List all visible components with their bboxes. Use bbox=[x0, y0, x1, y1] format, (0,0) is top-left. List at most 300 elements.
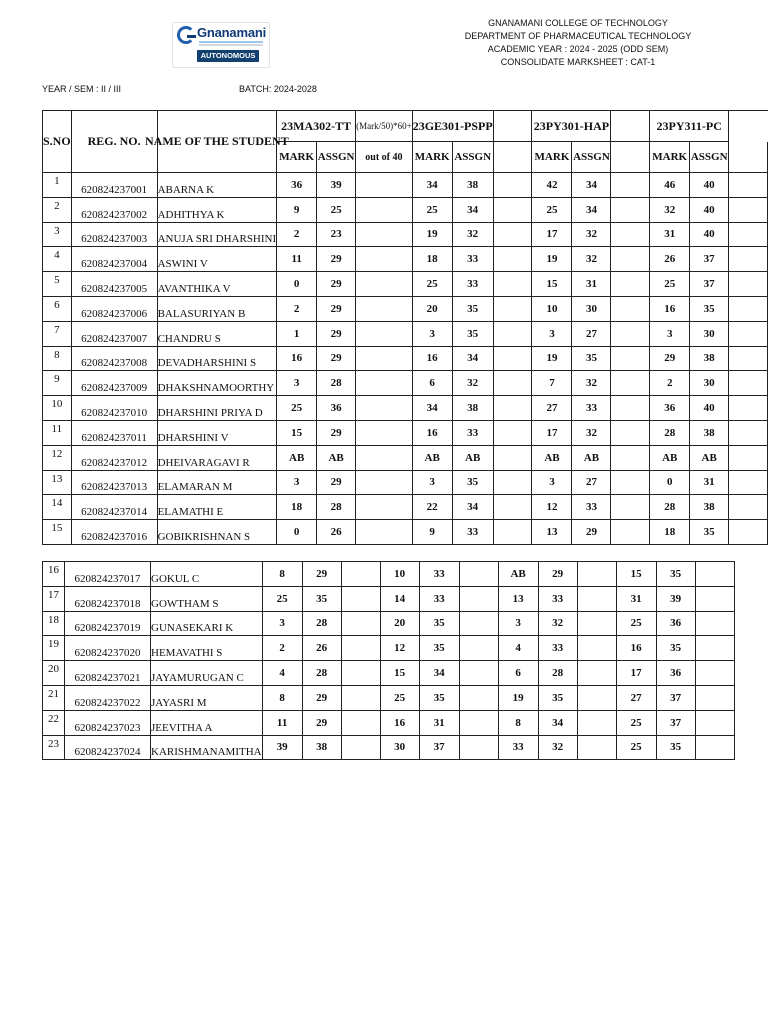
row-empty-cell bbox=[493, 222, 532, 247]
row-assgn: 38 bbox=[690, 346, 729, 371]
row-assgn: 37 bbox=[690, 247, 729, 272]
row-empty-cell bbox=[356, 371, 413, 396]
row-mark: 15 bbox=[277, 420, 317, 445]
marksheet-table bbox=[42, 110, 768, 545]
sheet-title: CONSOLIDATE MARKSHEET : CAT-1 bbox=[500, 57, 656, 67]
row-reg-no: 620824237007 bbox=[71, 321, 157, 346]
row-empty-cell bbox=[729, 321, 768, 346]
row-mark: 9 bbox=[412, 520, 452, 545]
row-empty-cell bbox=[356, 495, 413, 520]
row-empty-cell bbox=[729, 396, 768, 421]
table-row bbox=[43, 272, 768, 297]
row-assgn: 33 bbox=[452, 520, 493, 545]
row-mark: 36 bbox=[650, 396, 690, 421]
row-mark: 8 bbox=[262, 562, 302, 587]
row-mark: 17 bbox=[532, 222, 572, 247]
row-mark: 13 bbox=[532, 520, 572, 545]
row-mark: 3 bbox=[532, 321, 572, 346]
row-assgn: 37 bbox=[656, 710, 695, 735]
row-sno: 6 bbox=[43, 296, 72, 321]
row-empty-cell bbox=[493, 321, 532, 346]
row-empty-cell bbox=[459, 636, 498, 661]
row-mark: 3 bbox=[412, 321, 452, 346]
row-student-name: DHARSHINI V bbox=[157, 420, 277, 445]
row-reg-no: 620824237008 bbox=[71, 346, 157, 371]
row-mark: 25 bbox=[650, 272, 690, 297]
row-assgn: 28 bbox=[302, 611, 341, 636]
row-student-name: HEMAVATHI S bbox=[151, 636, 263, 661]
row-mark: 3 bbox=[412, 470, 452, 495]
row-mark: 27 bbox=[616, 685, 656, 710]
row-empty-cell bbox=[729, 346, 768, 371]
row-sno: 21 bbox=[43, 685, 65, 710]
row-student-name: GOKUL C bbox=[151, 562, 263, 587]
department-name: DEPARTMENT OF PHARMACEUTICAL TECHNOLOGY bbox=[464, 31, 692, 41]
row-student-name: DHARSHINI PRIYA D bbox=[157, 396, 277, 421]
row-assgn: 27 bbox=[572, 321, 611, 346]
row-assgn: 26 bbox=[317, 520, 356, 545]
gnanamani-logo-icon bbox=[177, 26, 195, 44]
row-empty-cell bbox=[729, 272, 768, 297]
row-reg-no: 620824237018 bbox=[65, 586, 151, 611]
row-student-name: ASWINI V bbox=[157, 247, 277, 272]
row-reg-no: 620824237002 bbox=[71, 197, 157, 222]
row-assgn: 29 bbox=[317, 470, 356, 495]
row-mark: 18 bbox=[277, 495, 317, 520]
row-mark: 19 bbox=[498, 685, 538, 710]
row-mark: AB bbox=[532, 445, 572, 470]
table-row bbox=[43, 685, 735, 710]
row-mark: 15 bbox=[380, 661, 419, 686]
row-empty-cell bbox=[356, 445, 413, 470]
table-row bbox=[43, 197, 768, 222]
row-student-name: ADHITHYA K bbox=[157, 197, 277, 222]
row-empty-cell bbox=[341, 735, 380, 760]
row-empty-cell bbox=[611, 272, 650, 297]
row-mark: 1 bbox=[277, 321, 317, 346]
row-empty-cell bbox=[611, 520, 650, 545]
row-empty-cell bbox=[356, 470, 413, 495]
row-student-name: CHANDRU S bbox=[157, 321, 277, 346]
row-assgn: 33 bbox=[419, 586, 459, 611]
row-assgn: 35 bbox=[690, 296, 729, 321]
row-assgn: 33 bbox=[538, 586, 577, 611]
row-assgn: 39 bbox=[656, 586, 695, 611]
row-mark: 32 bbox=[650, 197, 690, 222]
row-assgn: 31 bbox=[572, 272, 611, 297]
row-assgn: 33 bbox=[452, 272, 493, 297]
row-mark: 15 bbox=[616, 562, 656, 587]
subject-1-header: 23MA302-TT bbox=[277, 111, 356, 142]
row-assgn: 29 bbox=[538, 562, 577, 587]
table-row bbox=[43, 520, 768, 545]
row-mark: 20 bbox=[380, 611, 419, 636]
row-assgn: 34 bbox=[572, 173, 611, 198]
year-sem: YEAR / SEM : II / III bbox=[42, 84, 122, 94]
row-assgn: 32 bbox=[572, 420, 611, 445]
row-empty-cell bbox=[611, 495, 650, 520]
row-empty-cell bbox=[695, 685, 734, 710]
row-reg-no: 620824237013 bbox=[71, 470, 157, 495]
row-student-name: ELAMARAN M bbox=[157, 470, 277, 495]
assgn-header: ASSGN bbox=[690, 142, 729, 173]
row-mark: 0 bbox=[650, 470, 690, 495]
row-empty-cell bbox=[459, 661, 498, 686]
row-mark: 34 bbox=[412, 173, 452, 198]
row-empty-cell bbox=[459, 562, 498, 587]
row-empty-cell bbox=[611, 346, 650, 371]
row-assgn: 32 bbox=[452, 222, 493, 247]
row-assgn: 34 bbox=[452, 346, 493, 371]
row-sno: 5 bbox=[43, 272, 72, 297]
row-mark: 19 bbox=[532, 346, 572, 371]
row-empty-cell bbox=[341, 562, 380, 587]
logo-name: Gnanamani bbox=[197, 25, 266, 40]
row-assgn: AB bbox=[317, 445, 356, 470]
col-reg-no: REG. NO. bbox=[71, 111, 157, 173]
row-assgn: 32 bbox=[452, 371, 493, 396]
row-empty-cell bbox=[356, 321, 413, 346]
row-empty-cell bbox=[729, 247, 768, 272]
row-empty-cell bbox=[611, 173, 650, 198]
row-assgn: 26 bbox=[302, 636, 341, 661]
row-mark: 26 bbox=[650, 247, 690, 272]
row-reg-no: 620824237009 bbox=[71, 371, 157, 396]
row-assgn: 28 bbox=[302, 661, 341, 686]
row-empty-cell bbox=[493, 346, 532, 371]
row-assgn: 27 bbox=[572, 470, 611, 495]
row-assgn: 33 bbox=[452, 247, 493, 272]
row-reg-no: 620824237003 bbox=[71, 222, 157, 247]
table-row bbox=[43, 173, 768, 198]
row-student-name: ABARNA K bbox=[157, 173, 277, 198]
row-assgn: 35 bbox=[656, 562, 695, 587]
row-mark: 25 bbox=[616, 735, 656, 760]
row-mark: 7 bbox=[532, 371, 572, 396]
row-mark: 16 bbox=[412, 346, 452, 371]
row-sno: 9 bbox=[43, 371, 72, 396]
row-assgn: 28 bbox=[317, 371, 356, 396]
row-assgn: 29 bbox=[317, 321, 356, 346]
row-mark: 2 bbox=[262, 636, 302, 661]
row-assgn: 37 bbox=[656, 685, 695, 710]
row-assgn: AB bbox=[690, 445, 729, 470]
table-row bbox=[43, 371, 768, 396]
mark-header: MARK bbox=[277, 142, 317, 173]
row-mark: 20 bbox=[412, 296, 452, 321]
row-sno: 12 bbox=[43, 445, 72, 470]
row-mark: 3 bbox=[262, 611, 302, 636]
row-mark: 16 bbox=[650, 296, 690, 321]
row-mark: 2 bbox=[277, 222, 317, 247]
row-reg-no: 620824237022 bbox=[65, 685, 151, 710]
row-assgn: 35 bbox=[538, 685, 577, 710]
row-student-name: DEVADHARSHINI S bbox=[157, 346, 277, 371]
table-row bbox=[43, 735, 735, 760]
table-row bbox=[43, 661, 735, 686]
row-mark: 18 bbox=[412, 247, 452, 272]
row-empty-cell bbox=[695, 710, 734, 735]
table-row bbox=[43, 296, 768, 321]
row-assgn: 37 bbox=[690, 272, 729, 297]
row-assgn: 30 bbox=[690, 321, 729, 346]
row-assgn: 28 bbox=[538, 661, 577, 686]
row-sno: 16 bbox=[43, 562, 65, 587]
row-sno: 10 bbox=[43, 396, 72, 421]
row-empty-cell bbox=[356, 197, 413, 222]
row-empty-cell bbox=[729, 173, 768, 198]
college-name: GNANAMANI COLLEGE OF TECHNOLOGY bbox=[488, 18, 668, 28]
row-empty-cell bbox=[493, 371, 532, 396]
row-empty-cell bbox=[611, 470, 650, 495]
row-assgn: 40 bbox=[690, 396, 729, 421]
row-mark: 14 bbox=[380, 586, 419, 611]
row-mark: 16 bbox=[380, 710, 419, 735]
row-empty-cell bbox=[729, 470, 768, 495]
row-assgn: 25 bbox=[317, 197, 356, 222]
row-assgn: 29 bbox=[302, 685, 341, 710]
row-empty-cell bbox=[577, 586, 616, 611]
row-empty-cell bbox=[356, 222, 413, 247]
row-mark: 3 bbox=[532, 470, 572, 495]
row-empty-cell bbox=[729, 495, 768, 520]
row-mark: 2 bbox=[277, 296, 317, 321]
academic-year: ACADEMIC YEAR : 2024 - 2025 (ODD SEM) bbox=[487, 44, 669, 54]
row-assgn: 34 bbox=[452, 495, 493, 520]
row-student-name: GOBIKRISHNAN S bbox=[157, 520, 277, 545]
row-empty-cell bbox=[356, 396, 413, 421]
row-empty-cell bbox=[356, 346, 413, 371]
row-student-name: BALASURIYAN B bbox=[157, 296, 277, 321]
row-assgn: 39 bbox=[317, 173, 356, 198]
mark-header: MARK bbox=[650, 142, 690, 173]
table-row bbox=[43, 636, 735, 661]
row-student-name: JEEVITHA A bbox=[151, 710, 263, 735]
row-mark: 25 bbox=[380, 685, 419, 710]
out-of-header: out of 40 bbox=[356, 142, 413, 173]
table-row bbox=[43, 222, 768, 247]
marksheet-table-continued bbox=[42, 561, 735, 760]
row-mark: 39 bbox=[262, 735, 302, 760]
row-empty-cell bbox=[577, 710, 616, 735]
row-assgn: 32 bbox=[538, 735, 577, 760]
table-row bbox=[43, 495, 768, 520]
row-mark: 28 bbox=[650, 495, 690, 520]
row-empty-cell bbox=[459, 710, 498, 735]
row-sno: 18 bbox=[43, 611, 65, 636]
row-mark: 10 bbox=[532, 296, 572, 321]
row-assgn: 38 bbox=[452, 396, 493, 421]
row-sno: 19 bbox=[43, 636, 65, 661]
table-row bbox=[43, 470, 768, 495]
row-student-name: GOWTHAM S bbox=[151, 586, 263, 611]
row-mark: 31 bbox=[616, 586, 656, 611]
row-assgn: 35 bbox=[656, 735, 695, 760]
row-mark: 15 bbox=[532, 272, 572, 297]
row-assgn: 33 bbox=[572, 495, 611, 520]
row-empty-cell bbox=[493, 495, 532, 520]
row-mark: 13 bbox=[498, 586, 538, 611]
row-assgn: 38 bbox=[690, 420, 729, 445]
row-mark: 27 bbox=[532, 396, 572, 421]
row-reg-no: 620824237012 bbox=[71, 445, 157, 470]
row-student-name: JAYAMURUGAN C bbox=[151, 661, 263, 686]
row-mark: 30 bbox=[380, 735, 419, 760]
assgn-header: ASSGN bbox=[317, 142, 356, 173]
row-empty-cell bbox=[356, 247, 413, 272]
row-student-name: ELAMATHI E bbox=[157, 495, 277, 520]
row-assgn: AB bbox=[572, 445, 611, 470]
row-empty-cell bbox=[611, 396, 650, 421]
row-empty-cell bbox=[695, 562, 734, 587]
row-assgn: 32 bbox=[572, 247, 611, 272]
row-empty-cell bbox=[729, 445, 768, 470]
row-empty-cell bbox=[493, 272, 532, 297]
row-mark: 4 bbox=[498, 636, 538, 661]
row-reg-no: 620824237023 bbox=[65, 710, 151, 735]
row-assgn: 29 bbox=[317, 420, 356, 445]
autonomous-badge: AUTONOMOUS bbox=[197, 50, 259, 62]
table-row bbox=[43, 420, 768, 445]
row-empty-cell bbox=[611, 247, 650, 272]
row-assgn: 29 bbox=[302, 562, 341, 587]
row-mark: 29 bbox=[650, 346, 690, 371]
row-mark: 19 bbox=[412, 222, 452, 247]
row-mark: 6 bbox=[498, 661, 538, 686]
row-empty-cell bbox=[493, 396, 532, 421]
assgn-header: ASSGN bbox=[452, 142, 493, 173]
subject-2-header: 23GE301-PSPP bbox=[412, 111, 493, 142]
row-empty-cell bbox=[577, 636, 616, 661]
row-sno: 2 bbox=[43, 197, 72, 222]
row-mark: 16 bbox=[412, 420, 452, 445]
row-assgn: 35 bbox=[419, 685, 459, 710]
row-assgn: 31 bbox=[690, 470, 729, 495]
row-mark: 25 bbox=[277, 396, 317, 421]
row-reg-no: 620824237021 bbox=[65, 661, 151, 686]
row-empty-cell bbox=[356, 420, 413, 445]
row-empty-cell bbox=[611, 222, 650, 247]
row-sno: 1 bbox=[43, 173, 72, 198]
row-mark: 25 bbox=[616, 710, 656, 735]
row-mark: 12 bbox=[532, 495, 572, 520]
col-sno: S.NO bbox=[43, 111, 72, 173]
row-mark: 36 bbox=[277, 173, 317, 198]
row-empty-cell bbox=[611, 321, 650, 346]
row-mark: AB bbox=[498, 562, 538, 587]
row-mark: 3 bbox=[498, 611, 538, 636]
row-sno: 14 bbox=[43, 495, 72, 520]
row-assgn: 34 bbox=[572, 197, 611, 222]
row-assgn: 37 bbox=[419, 735, 459, 760]
row-assgn: 29 bbox=[572, 520, 611, 545]
row-mark: 9 bbox=[277, 197, 317, 222]
row-reg-no: 620824237006 bbox=[71, 296, 157, 321]
row-empty-cell bbox=[341, 710, 380, 735]
row-empty-cell bbox=[341, 636, 380, 661]
row-mark: 8 bbox=[262, 685, 302, 710]
table-row bbox=[43, 611, 735, 636]
row-assgn: 29 bbox=[317, 272, 356, 297]
row-empty-cell bbox=[459, 586, 498, 611]
row-mark: 25 bbox=[412, 197, 452, 222]
table-row bbox=[43, 247, 768, 272]
row-empty-cell bbox=[493, 247, 532, 272]
row-mark: 25 bbox=[262, 586, 302, 611]
row-sno: 22 bbox=[43, 710, 65, 735]
row-sno: 3 bbox=[43, 222, 72, 247]
row-assgn: 33 bbox=[572, 396, 611, 421]
row-empty-cell bbox=[729, 197, 768, 222]
row-assgn: AB bbox=[452, 445, 493, 470]
row-student-name: DHAKSHNAMOORTHY bbox=[157, 371, 277, 396]
row-mark: AB bbox=[412, 445, 452, 470]
batch: BATCH: 2024-2028 bbox=[239, 84, 317, 94]
row-assgn: 40 bbox=[690, 197, 729, 222]
row-mark: 22 bbox=[412, 495, 452, 520]
row-empty-cell bbox=[611, 296, 650, 321]
row-mark: AB bbox=[277, 445, 317, 470]
row-mark: 25 bbox=[532, 197, 572, 222]
row-assgn: 23 bbox=[317, 222, 356, 247]
row-mark: 0 bbox=[277, 520, 317, 545]
row-assgn: 32 bbox=[538, 611, 577, 636]
row-empty-cell bbox=[356, 296, 413, 321]
mark-header: MARK bbox=[532, 142, 572, 173]
row-mark: 2 bbox=[650, 371, 690, 396]
row-mark: 34 bbox=[412, 396, 452, 421]
row-empty-cell bbox=[729, 520, 768, 545]
row-empty-cell bbox=[459, 611, 498, 636]
row-student-name: KARISHMANAMITHA bbox=[151, 735, 263, 760]
row-reg-no: 620824237024 bbox=[65, 735, 151, 760]
row-mark: 42 bbox=[532, 173, 572, 198]
row-empty-cell bbox=[493, 197, 532, 222]
row-mark: 17 bbox=[616, 661, 656, 686]
row-assgn: 32 bbox=[572, 371, 611, 396]
table-row bbox=[43, 396, 768, 421]
table-row bbox=[43, 710, 735, 735]
row-assgn: 38 bbox=[690, 495, 729, 520]
row-assgn: 36 bbox=[317, 396, 356, 421]
row-assgn: 35 bbox=[302, 586, 341, 611]
row-empty-cell bbox=[695, 661, 734, 686]
row-empty-cell bbox=[493, 470, 532, 495]
row-assgn: 34 bbox=[452, 197, 493, 222]
row-mark: 4 bbox=[262, 661, 302, 686]
row-empty-cell bbox=[493, 173, 532, 198]
row-mark: 16 bbox=[277, 346, 317, 371]
mark-header: MARK bbox=[412, 142, 452, 173]
row-reg-no: 620824237011 bbox=[71, 420, 157, 445]
table-row bbox=[43, 445, 768, 470]
row-empty-cell bbox=[459, 735, 498, 760]
row-empty-cell bbox=[341, 661, 380, 686]
row-mark: 33 bbox=[498, 735, 538, 760]
row-reg-no: 620824237005 bbox=[71, 272, 157, 297]
row-assgn: 35 bbox=[572, 346, 611, 371]
row-reg-no: 620824237014 bbox=[71, 495, 157, 520]
row-assgn: 29 bbox=[317, 346, 356, 371]
row-empty-cell bbox=[493, 296, 532, 321]
row-assgn: 35 bbox=[656, 636, 695, 661]
row-empty-cell bbox=[695, 735, 734, 760]
row-mark: 10 bbox=[380, 562, 419, 587]
row-assgn: 40 bbox=[690, 173, 729, 198]
row-empty-cell bbox=[493, 420, 532, 445]
row-empty-cell bbox=[341, 685, 380, 710]
row-reg-no: 620824237017 bbox=[65, 562, 151, 587]
